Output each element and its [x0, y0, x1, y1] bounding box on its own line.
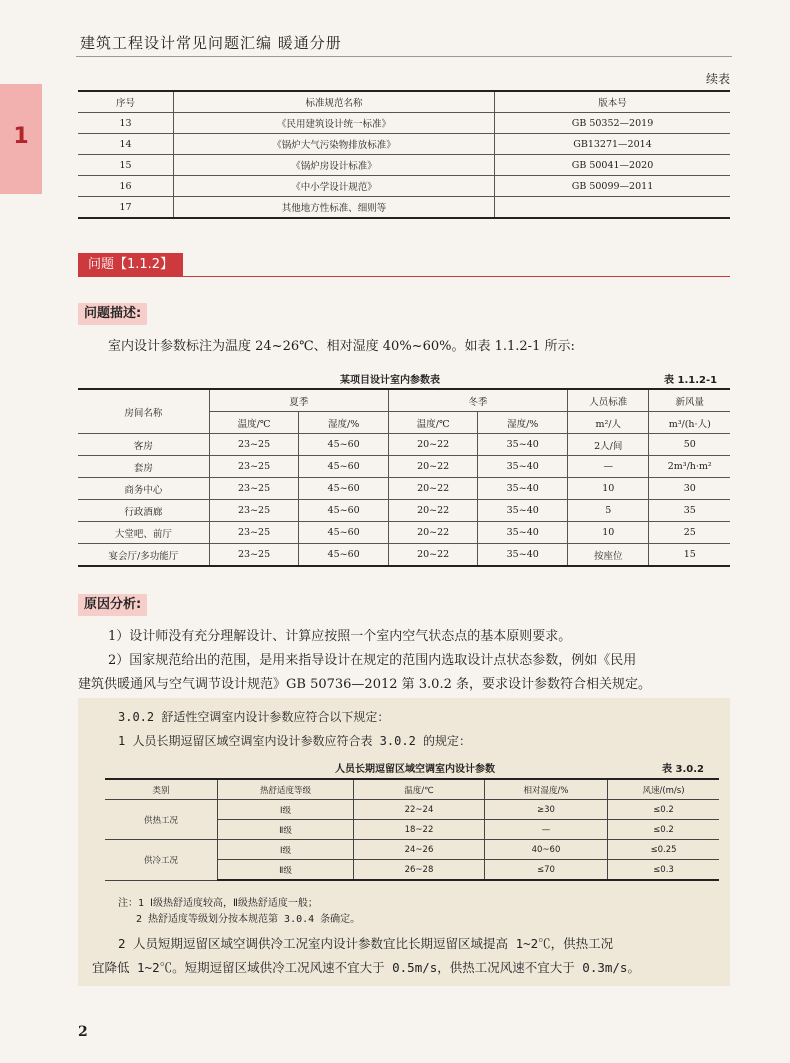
- col-header: 版本号: [495, 91, 731, 113]
- reason-line-2: 2）国家规范给出的范围，是用来指导设计在规定的范围内选取设计点状态参数，例如《民用: [108, 653, 637, 668]
- cell: —: [485, 820, 608, 840]
- cell: Ⅰ级: [218, 800, 354, 820]
- cell: GB 50099—2011: [495, 176, 731, 197]
- cell: 45~60: [299, 456, 389, 478]
- table-row: [78, 113, 730, 134]
- cell: 40~60: [485, 840, 608, 860]
- excerpt-parameter-table: [105, 778, 719, 881]
- col-header: 夏季: [209, 389, 388, 412]
- cell: 5: [567, 500, 649, 522]
- cell: 45~60: [299, 434, 389, 456]
- table-row: [78, 522, 730, 544]
- design-parameter-table: [78, 388, 730, 567]
- cell: 22~24: [354, 800, 485, 820]
- table-row: [78, 176, 730, 197]
- col-header: 类别: [105, 779, 218, 800]
- col-header: 温度/℃: [209, 412, 299, 434]
- header-divider: [76, 56, 732, 57]
- cell: 23~25: [209, 434, 299, 456]
- cell: [495, 197, 731, 219]
- excerpt-note-2: 2 热舒适度等级划分按本规范第 3.0.4 条确定。: [136, 914, 361, 925]
- description-heading: 问题描述:: [78, 303, 147, 325]
- cell: 10: [567, 522, 649, 544]
- cell: ≤70: [485, 860, 608, 881]
- col-header: 人员标准: [567, 389, 649, 412]
- cell: 50: [649, 434, 730, 456]
- cell: 35~40: [478, 544, 568, 567]
- reason-line-1: 1）设计师没有充分理解设计、计算应按照一个室内空气状态点的基本原则要求。: [108, 629, 572, 644]
- col-header: 标准规范名称: [174, 91, 495, 113]
- cell: 15: [78, 155, 174, 176]
- cell: GB 50352—2019: [495, 113, 731, 134]
- cell: 35~40: [478, 522, 568, 544]
- table-row: [78, 500, 730, 522]
- cell: ≥30: [485, 800, 608, 820]
- cell: 45~60: [299, 522, 389, 544]
- col-header: 房间名称: [78, 389, 209, 434]
- col-header: 新风量: [649, 389, 730, 412]
- section-rule: [78, 276, 730, 277]
- cell: 23~25: [209, 544, 299, 567]
- cell: 35~40: [478, 500, 568, 522]
- cell: 20~22: [388, 544, 478, 567]
- col-header: m³/(h·人): [649, 412, 730, 434]
- cell: 按座位: [567, 544, 649, 567]
- cell: 45~60: [299, 544, 389, 567]
- cell: 35: [649, 500, 730, 522]
- cell: 18~22: [354, 820, 485, 840]
- cell: 大堂吧、前厅: [78, 522, 209, 544]
- table-row: [78, 134, 730, 155]
- cell: 行政酒廊: [78, 500, 209, 522]
- cell: 2m³/h·m²: [649, 456, 730, 478]
- cell: 10: [567, 478, 649, 500]
- cell: 《锅炉大气污染物排放标准》: [174, 134, 495, 155]
- cell: 23~25: [209, 522, 299, 544]
- cell: —: [567, 456, 649, 478]
- excerpt-clause: 3.0.2 舒适性空调室内设计参数应符合以下规定：: [118, 710, 390, 724]
- excerpt-item-2a: 2 人员短期逗留区域空调供冷工况室内设计参数宜比长期逗留区域提高 1~2℃，供热工况: [118, 936, 614, 951]
- cell: 16: [78, 176, 174, 197]
- table-row: [78, 544, 730, 567]
- table-header-row: [78, 91, 730, 113]
- col-header: 湿度/%: [478, 412, 568, 434]
- col-header: 序号: [78, 91, 174, 113]
- page-number: 2: [78, 1024, 88, 1040]
- excerpt-table-number: 表 3.0.2: [662, 764, 704, 775]
- cell: 20~22: [388, 522, 478, 544]
- cell: 客房: [78, 434, 209, 456]
- cell: ≤0.2: [608, 820, 720, 840]
- table-row: [78, 434, 730, 456]
- table-row: [78, 197, 730, 219]
- running-header: 建筑工程设计常见问题汇编 暖通分册: [80, 34, 342, 52]
- cell: 17: [78, 197, 174, 219]
- reason-heading: 原因分析:: [78, 594, 147, 616]
- cell: 20~22: [388, 478, 478, 500]
- col-header: 湿度/%: [299, 412, 389, 434]
- reason-line-3: 建筑供暖通风与空气调节设计规范》GB 50736—2012 第 3.0.2 条，要求设计参数符合相关规定。: [78, 677, 651, 692]
- cell: ≤0.3: [608, 860, 720, 881]
- cell: 35~40: [478, 434, 568, 456]
- cell: 20~22: [388, 434, 478, 456]
- param-table-number: 表 1.1.2-1: [664, 375, 718, 386]
- col-header: 冬季: [388, 389, 567, 412]
- cell: 23~25: [209, 500, 299, 522]
- cell: 《中小学设计规范》: [174, 176, 495, 197]
- col-header: 相对湿度/%: [485, 779, 608, 800]
- cell: 15: [649, 544, 730, 567]
- cell: ≤0.25: [608, 840, 720, 860]
- cell: 25: [649, 522, 730, 544]
- cell: 《锅炉房设计标准》: [174, 155, 495, 176]
- cell: GB 50041—2020: [495, 155, 731, 176]
- excerpt-item-1: 1 人员长期逗留区域空调室内设计参数应符合表 3.0.2 的规定：: [118, 734, 472, 748]
- excerpt-note-1: 注：1 Ⅰ级热舒适度较高，Ⅱ级热舒适度一般；: [118, 898, 318, 909]
- cell: 35~40: [478, 456, 568, 478]
- excerpt-item-2b: 宜降低 1~2℃。短期逗留区域供冷工况风速不宜大于 0.5m/s，供热工况风速不宜大于 0.3m/s。: [92, 960, 640, 975]
- cell: 套房: [78, 456, 209, 478]
- cell: 35~40: [478, 478, 568, 500]
- table-row: [105, 840, 719, 860]
- col-header: 风速/(m/s): [608, 779, 720, 800]
- cell: 30: [649, 478, 730, 500]
- cell: 《民用建筑设计统一标准》: [174, 113, 495, 134]
- table-row: [105, 800, 719, 820]
- chapter-number: 1: [13, 124, 29, 149]
- table-row: [78, 456, 730, 478]
- cell: 45~60: [299, 478, 389, 500]
- param-table-caption: 某项目设计室内参数表: [340, 375, 440, 386]
- description-text: 室内设计参数标注为温度 24~26℃、相对湿度 40%~60%。如表 1.1.2-1 所示:: [108, 339, 575, 354]
- cell: 供热工况: [105, 800, 218, 840]
- cell: 2人/间: [567, 434, 649, 456]
- cell: 23~25: [209, 478, 299, 500]
- cell: 20~22: [388, 500, 478, 522]
- col-header: m²/人: [567, 412, 649, 434]
- cell: 26~28: [354, 860, 485, 881]
- cell: 其他地方性标准、细则等: [174, 197, 495, 219]
- cell: Ⅱ级: [218, 820, 354, 840]
- col-header: 温度/℃: [354, 779, 485, 800]
- table-header-row: [78, 389, 730, 412]
- table-header-row: [105, 779, 719, 800]
- question-badge: 问题【1.1.2】: [78, 253, 183, 277]
- cell: 20~22: [388, 456, 478, 478]
- continued-label: 续表: [705, 72, 730, 86]
- cell: 商务中心: [78, 478, 209, 500]
- chapter-tab: [0, 84, 42, 194]
- cell: ≤0.2: [608, 800, 720, 820]
- cell: 宴会厅/多功能厅: [78, 544, 209, 567]
- table-row: [78, 155, 730, 176]
- cell: Ⅰ级: [218, 840, 354, 860]
- cell: 14: [78, 134, 174, 155]
- table-row: [78, 478, 730, 500]
- cell: Ⅱ级: [218, 860, 354, 881]
- col-header: 热舒适度等级: [218, 779, 354, 800]
- cell: 45~60: [299, 500, 389, 522]
- cell: 23~25: [209, 456, 299, 478]
- col-header: 温度/℃: [388, 412, 478, 434]
- excerpt-table-caption: 人员长期逗留区域空调室内设计参数: [335, 764, 495, 775]
- cell: 13: [78, 113, 174, 134]
- cell: 24~26: [354, 840, 485, 860]
- cell: GB13271—2014: [495, 134, 731, 155]
- standards-table: [78, 90, 730, 219]
- cell: 供冷工况: [105, 840, 218, 881]
